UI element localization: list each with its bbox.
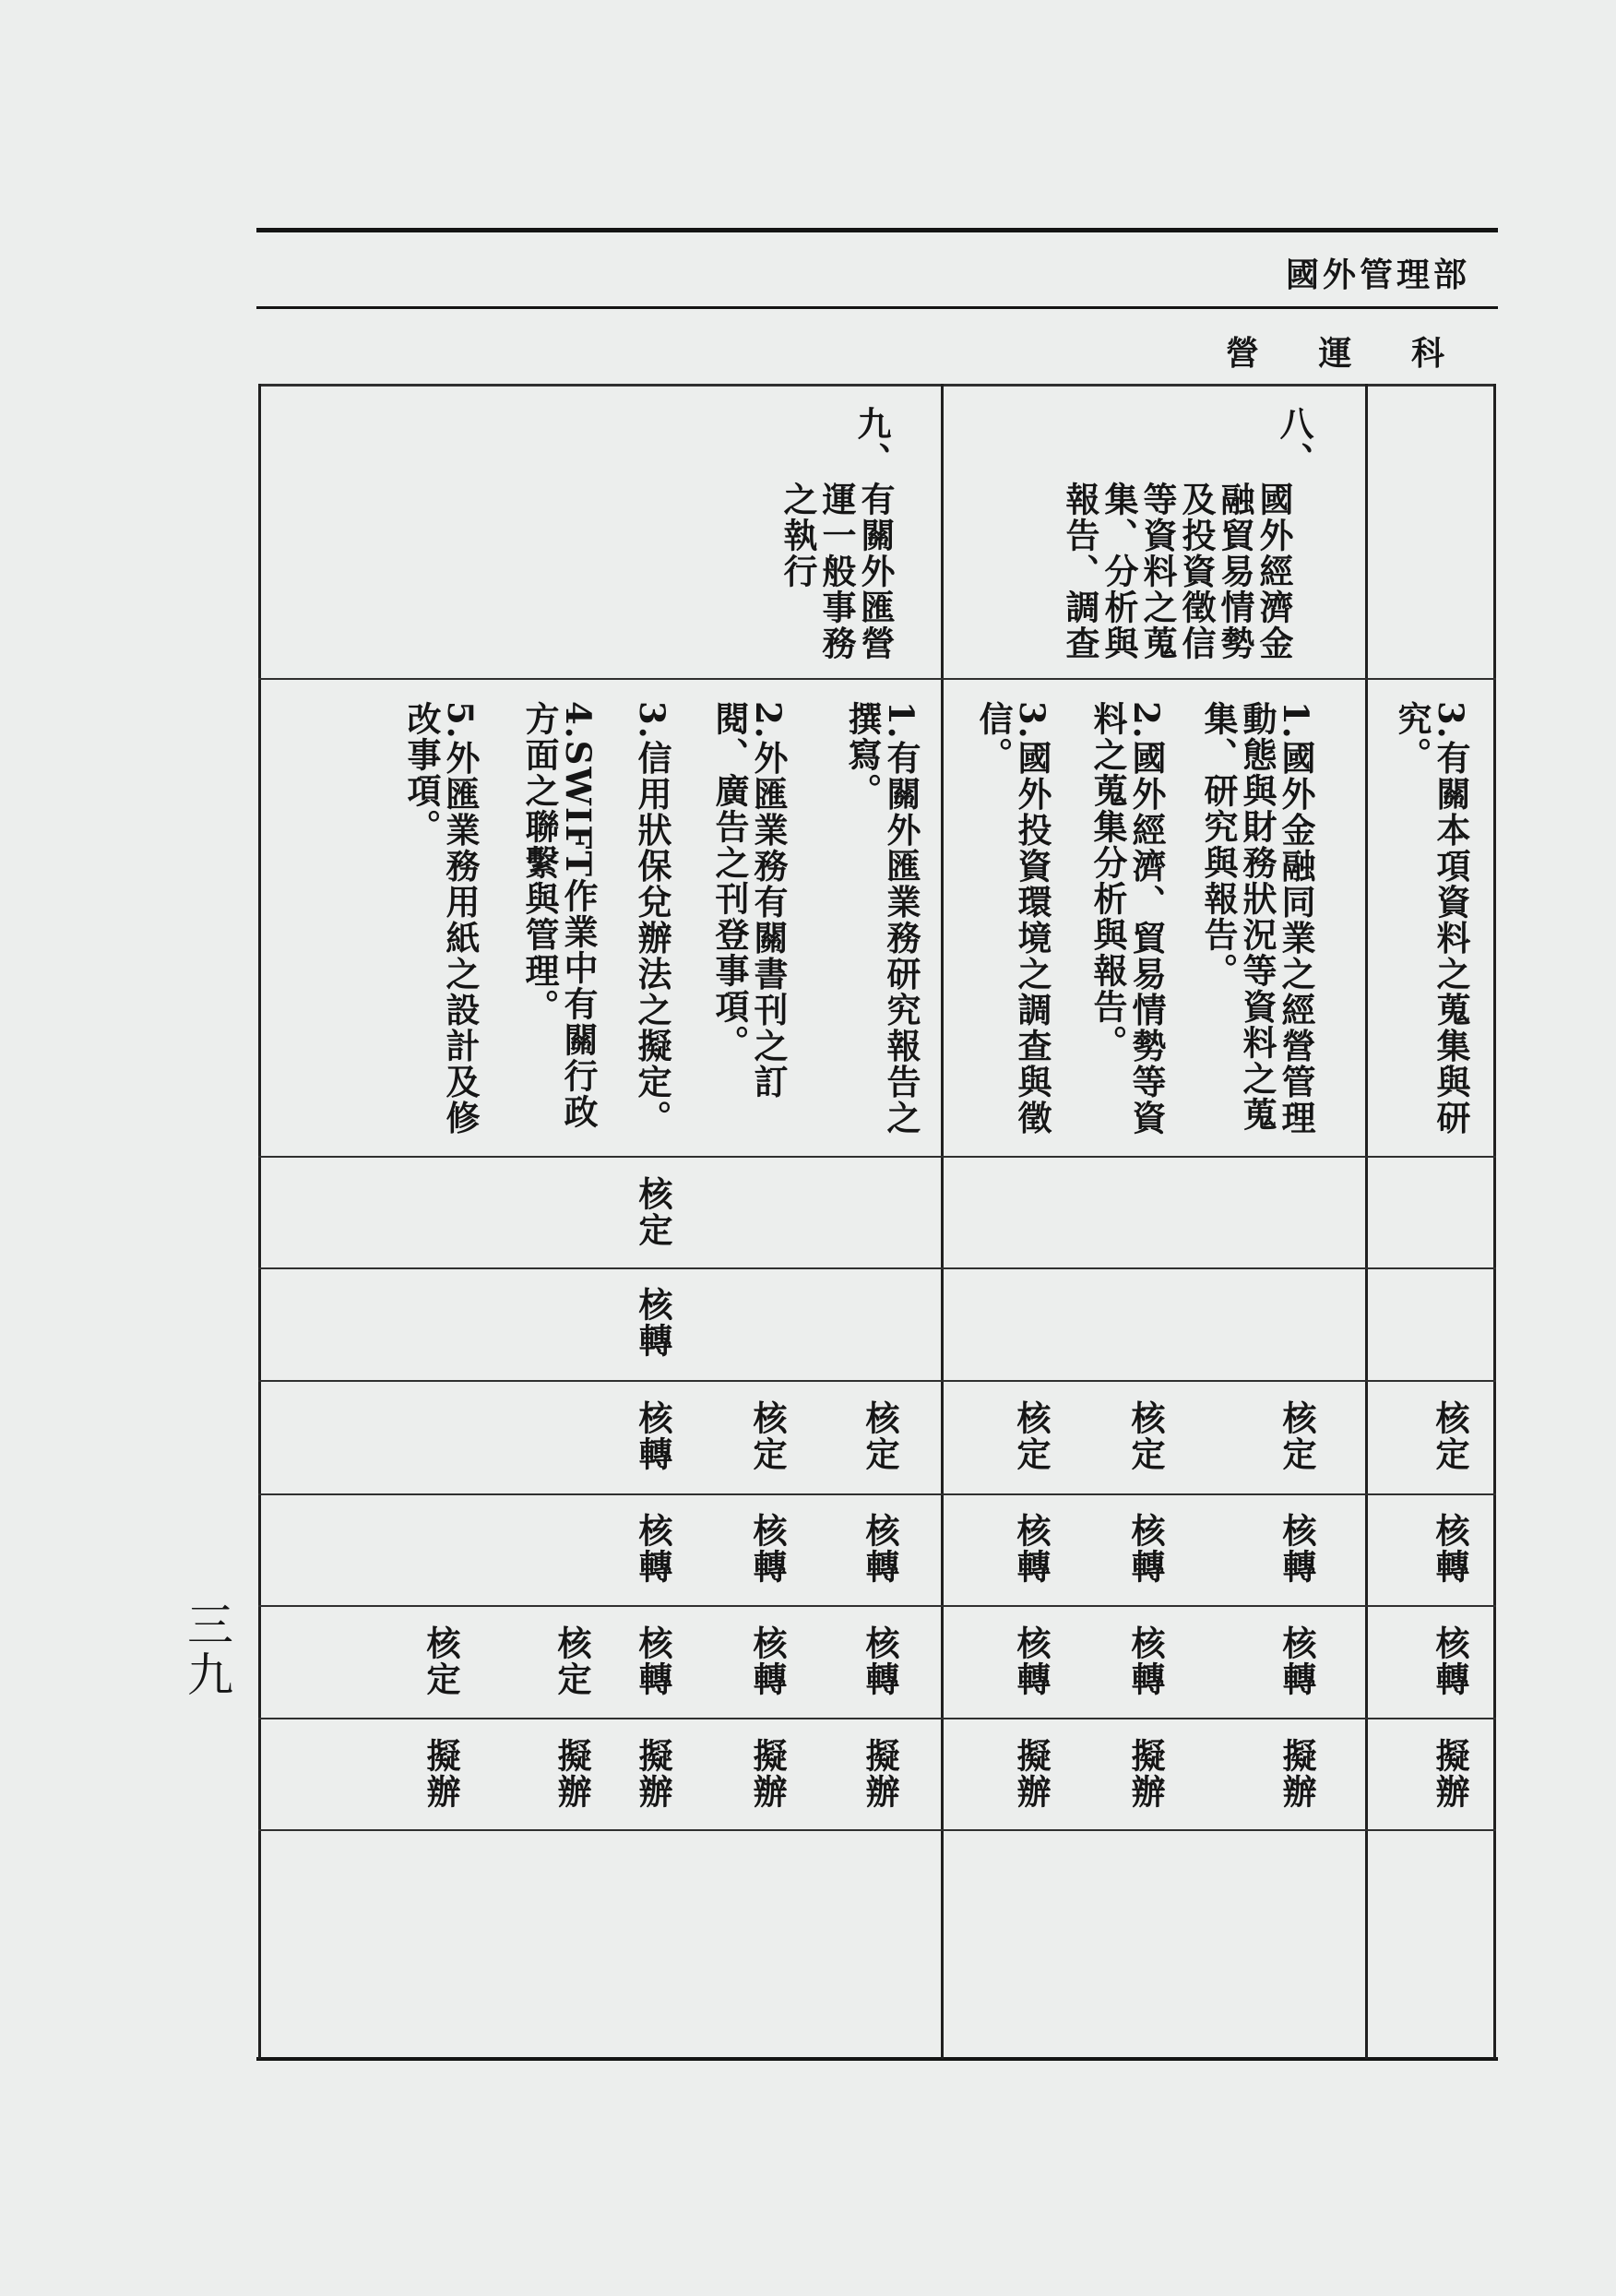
- mark-row6-9-5: 擬辦: [421, 1738, 461, 1810]
- item-9-1: 1.有關外匯業務研究報告之撰寫。: [842, 701, 921, 1136]
- mark-row5-7-3: 核轉: [1430, 1625, 1470, 1697]
- table-bottom-border: [256, 2057, 1498, 2061]
- mark-row5-8-2: 核轉: [1125, 1625, 1166, 1697]
- mark-row4-8-1: 核轉: [1277, 1513, 1317, 1585]
- mark-row6-8-1: 擬辦: [1277, 1738, 1317, 1810]
- mark-row4-9-3: 核轉: [633, 1513, 673, 1585]
- mark-row3-9-2: 核定: [747, 1400, 788, 1472]
- row-line-col1: [258, 1156, 1496, 1158]
- row-line-col2: [258, 1267, 1496, 1269]
- top-rule: [256, 228, 1498, 232]
- item-9-4: 4.SWIFT作業中有關行政方面之聯繫與管理。: [519, 701, 599, 1131]
- item-9-3: 3.信用狀保兌辦法之擬定。: [632, 701, 672, 1136]
- group-8-number: 八、: [1274, 406, 1314, 478]
- page-number: 三九: [180, 1600, 233, 1700]
- mark-row3-7-3: 核定: [1430, 1400, 1470, 1472]
- mark-row5-9-4: 核定: [552, 1625, 592, 1697]
- mark-row4-9-2: 核轉: [747, 1513, 788, 1585]
- mark-row6-9-2: 擬辦: [747, 1738, 788, 1810]
- mark-row3-8-3: 核定: [1011, 1400, 1052, 1472]
- row-line-items: [258, 678, 1496, 680]
- mark-row4-9-1: 核轉: [860, 1513, 900, 1585]
- row-line-col3: [258, 1380, 1496, 1382]
- mark-row5-9-1: 核轉: [860, 1625, 900, 1697]
- mark-row6-7-3: 擬辦: [1430, 1738, 1470, 1810]
- mark-row3-8-1: 核定: [1277, 1400, 1317, 1472]
- section-title: 營 運 科: [1225, 334, 1468, 373]
- item-9-2: 2.外匯業務有關書刊之訂閱、廣告之刊登事項。: [709, 701, 789, 1100]
- mark-row4-8-2: 核轉: [1125, 1513, 1166, 1585]
- mark-row5-8-3: 核轉: [1011, 1625, 1052, 1697]
- mark-row4-8-3: 核轉: [1011, 1513, 1052, 1585]
- item-8-2: 2.國外經濟、貿易情勢等資料之蒐集分析與報告。: [1087, 701, 1167, 1136]
- header-rule: [256, 306, 1498, 309]
- mark-row5-8-1: 核轉: [1277, 1625, 1317, 1697]
- mark-row6-8-2: 擬辦: [1125, 1738, 1166, 1810]
- mark-row5-9-5: 核定: [421, 1625, 461, 1697]
- group-9-text: 有關外匯營運一般事務之執行: [778, 482, 896, 661]
- row-line-col4: [258, 1493, 1496, 1495]
- mark-row6-8-3: 擬辦: [1011, 1738, 1052, 1810]
- item-9-5: 5.外匯業務用紙之設計及修改事項。: [401, 701, 481, 1136]
- item-7-3: 3.有關本項資料之蒐集與研究。: [1392, 701, 1471, 1136]
- row-line-col7: [258, 1829, 1496, 1831]
- group-divider-1: [1365, 384, 1368, 2059]
- mark-row3-8-2: 核定: [1125, 1400, 1166, 1472]
- table-left-border: [258, 384, 261, 2059]
- row-line-col6: [258, 1718, 1496, 1719]
- table-right-border: [1493, 384, 1496, 2059]
- mark-row1-9-3: 核定: [633, 1176, 673, 1248]
- table-top-border: [258, 384, 1496, 387]
- mark-row6-9-4: 擬辦: [552, 1738, 592, 1810]
- mark-row5-9-3: 核轉: [633, 1625, 673, 1697]
- mark-row5-9-2: 核轉: [747, 1625, 788, 1697]
- group-9-number: 九、: [851, 406, 892, 478]
- department-title: 國外管理部: [1285, 256, 1470, 294]
- group-8-text: 國外經濟金融貿易情勢及投資徵信等資料之蒐集、分析與報告、調查: [1060, 482, 1294, 661]
- mark-row6-9-1: 擬辦: [860, 1738, 900, 1810]
- mark-row3-9-3: 核轉: [633, 1400, 673, 1472]
- item-8-1: 1.國外金融同業之經營管理動態與財務狀況等資料之蒐集、研究與報告。: [1198, 701, 1316, 1136]
- mark-row4-7-3: 核轉: [1430, 1513, 1470, 1585]
- row-line-col5: [258, 1605, 1496, 1607]
- group-divider-2: [941, 384, 944, 2059]
- mark-row6-9-3: 擬辦: [633, 1738, 673, 1810]
- mark-row2-9-3: 核轉: [633, 1287, 673, 1359]
- item-8-3: 3.國外投資環境之調查與徵信。: [973, 701, 1052, 1136]
- mark-row3-9-1: 核定: [860, 1400, 900, 1472]
